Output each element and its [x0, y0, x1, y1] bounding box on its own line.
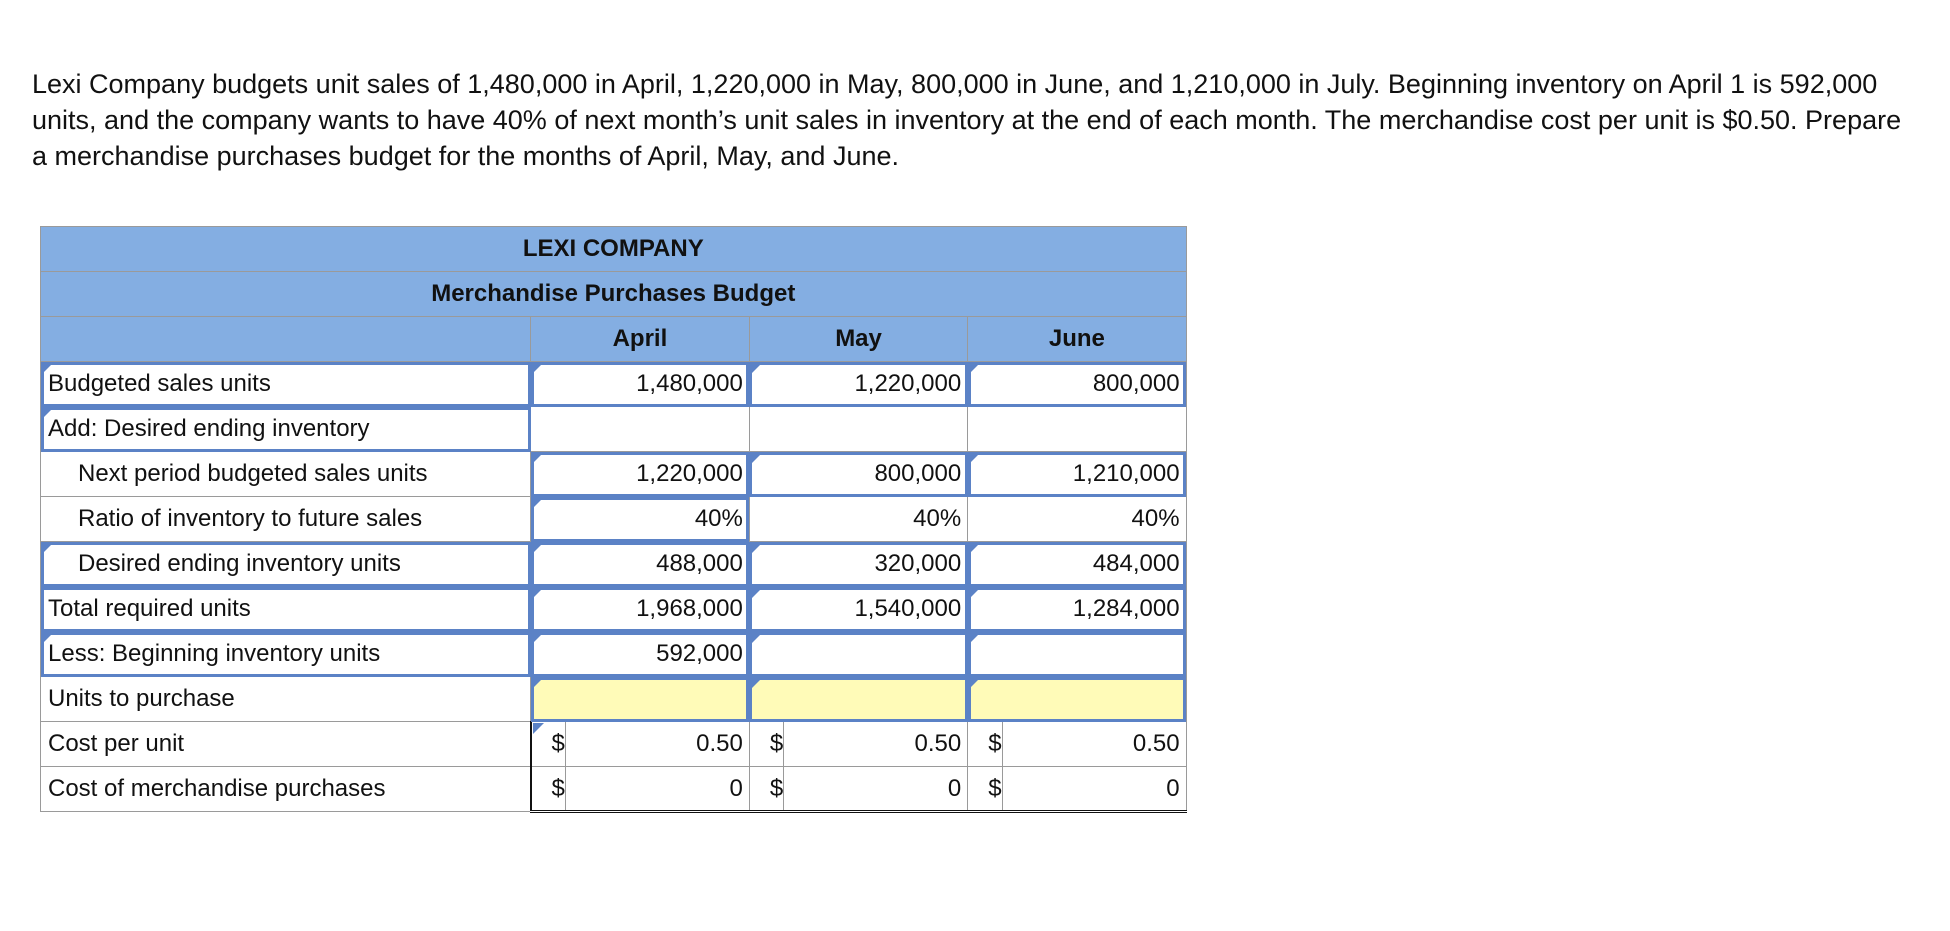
table-row-cost-per-unit	[41, 722, 1187, 767]
april-purchases-currency: $	[531, 767, 566, 812]
may-desired-ending[interactable]: 320,000	[749, 542, 967, 587]
may-ratio: 40%	[749, 497, 967, 542]
may-cost-of-purchases: 0	[784, 767, 968, 812]
table-row-desired-ending	[41, 542, 1187, 587]
april-cost-per-unit: 0.50	[565, 722, 749, 767]
row-label-total-required[interactable]: Total required units	[41, 587, 531, 632]
april-beginning-inventory[interactable]: 592,000	[531, 632, 750, 677]
table-row-total-required	[41, 587, 1187, 632]
problem-statement: Lexi Company budgets unit sales of 1,480,000 in April, 1,220,000 in May, 800,000 in June, and 1,210,000 in July. Beginning inventory on April 1 is 592,000 units, and the company wants to have 40% of next month’s unit sales in inventory at the end of each month. The merchandise cost per unit is $0.50. Prepare a merchandise purchases budget for the months of April, May, and June.	[32, 69, 1902, 171]
may-cost-per-unit: 0.50	[784, 722, 968, 767]
june-units-to-purchase-input[interactable]	[968, 677, 1186, 722]
table-row-units-to-purchase	[41, 677, 1187, 722]
may-purchases-currency: $	[749, 767, 783, 812]
may-add-desired-empty	[749, 407, 967, 452]
table-row-cost-of-purchases	[41, 767, 1187, 812]
title-header-row	[41, 272, 1187, 317]
june-cost-per-unit: 0.50	[1002, 722, 1186, 767]
may-units-to-purchase-input[interactable]	[749, 677, 967, 722]
budget-title: Merchandise Purchases Budget	[41, 272, 1187, 317]
table-row-add-desired-ending	[41, 407, 1187, 452]
june-next-period-sales[interactable]: 1,210,000	[968, 452, 1186, 497]
april-cost-of-purchases: 0	[565, 767, 749, 812]
row-label-units-to-purchase: Units to purchase	[41, 677, 531, 722]
june-total-required[interactable]: 1,284,000	[968, 587, 1186, 632]
row-label-ratio: Ratio of inventory to future sales	[41, 497, 531, 542]
table-row-next-period-sales	[41, 452, 1187, 497]
row-label-add-desired-ending[interactable]: Add: Desired ending inventory	[41, 407, 531, 452]
row-label-cost-per-unit: Cost per unit	[41, 722, 531, 767]
row-label-desired-ending[interactable]: Desired ending inventory units	[41, 542, 531, 587]
blank-header	[41, 317, 531, 362]
april-add-desired-empty	[531, 407, 750, 452]
may-beginning-inventory-input[interactable]	[749, 632, 967, 677]
company-header-row	[41, 227, 1187, 272]
row-label-cost-of-purchases: Cost of merchandise purchases	[41, 767, 531, 812]
table-row-less-beginning	[41, 632, 1187, 677]
may-next-period-sales[interactable]: 800,000	[749, 452, 967, 497]
company-name: LEXI COMPANY	[41, 227, 1187, 272]
june-cost-of-purchases: 0	[1002, 767, 1186, 812]
april-next-period-sales[interactable]: 1,220,000	[531, 452, 750, 497]
june-budgeted-sales[interactable]: 800,000	[968, 362, 1186, 407]
may-total-required[interactable]: 1,540,000	[749, 587, 967, 632]
may-budgeted-sales[interactable]: 1,220,000	[749, 362, 967, 407]
april-total-required[interactable]: 1,968,000	[531, 587, 750, 632]
month-june: June	[968, 317, 1186, 362]
june-purchases-currency: $	[968, 767, 1002, 812]
table-row-budgeted-sales	[41, 362, 1187, 407]
row-label-less-beginning[interactable]: Less: Beginning inventory units	[41, 632, 531, 677]
may-cost-currency: $	[749, 722, 783, 767]
month-may: May	[749, 317, 967, 362]
row-label-next-period-sales: Next period budgeted sales units	[41, 452, 531, 497]
merchandise-purchases-budget-table	[40, 226, 1187, 813]
april-ratio[interactable]: 40%	[531, 497, 750, 542]
june-ratio: 40%	[968, 497, 1186, 542]
table-row-ratio	[41, 497, 1187, 542]
row-label-budgeted-sales[interactable]: Budgeted sales units	[41, 362, 531, 407]
june-desired-ending[interactable]: 484,000	[968, 542, 1186, 587]
june-beginning-inventory-input[interactable]	[968, 632, 1186, 677]
april-budgeted-sales[interactable]: 1,480,000	[531, 362, 750, 407]
june-cost-currency: $	[968, 722, 1002, 767]
april-desired-ending[interactable]: 488,000	[531, 542, 750, 587]
april-cost-currency: $	[531, 722, 566, 767]
april-units-to-purchase-input[interactable]	[531, 677, 750, 722]
june-add-desired-empty	[968, 407, 1186, 452]
month-april: April	[531, 317, 750, 362]
month-header-row	[41, 317, 1187, 362]
